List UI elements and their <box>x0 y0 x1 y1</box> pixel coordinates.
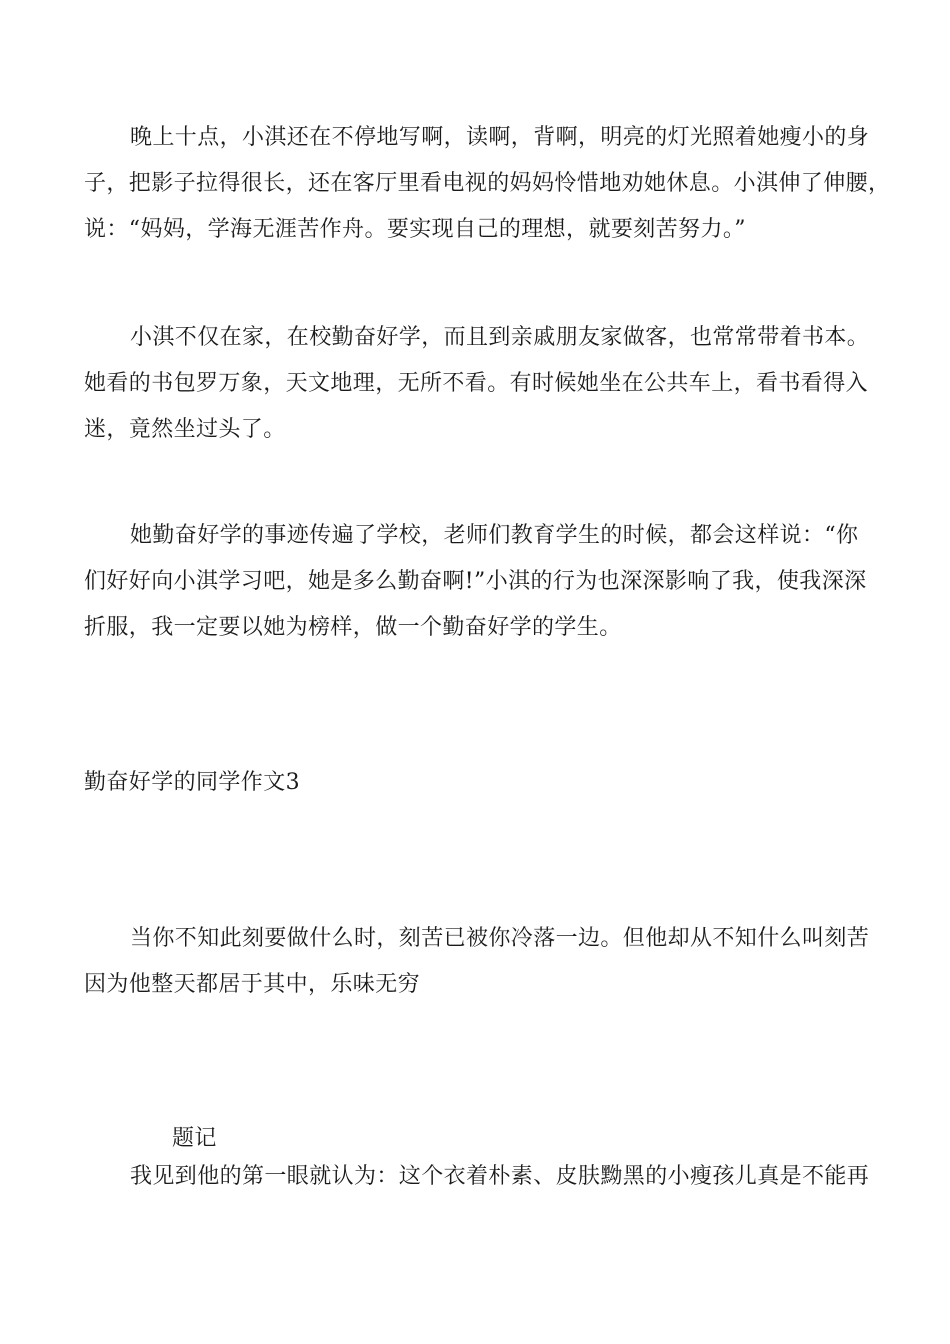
paragraph-line: 子，把影子拉得很长，还在客厅里看电视的妈妈怜惜地劝她休息。小淇伸了伸腰， <box>84 171 891 196</box>
paragraph-4 <box>84 916 879 1008</box>
paragraph-line: 当你不知此刻要做什么时，刻苦已被你冷落一边。但他却从不知什么叫刻苦 <box>130 926 870 951</box>
paragraph-1 <box>84 115 891 253</box>
paragraph-line: 我见到他的第一眼就认为：这个衣着朴素、皮肤黝黑的小瘦孩儿真是不能再 <box>130 1164 870 1189</box>
paragraph-line: 因为他整天都居于其中，乐味无穷 <box>84 972 421 997</box>
section-heading: 勤奋好学的同学作文3 <box>84 770 300 795</box>
paragraph-line: 们好好向小淇学习吧，她是多么勤奋啊!”小淇的行为也深深影响了我，使我深深 <box>84 569 867 594</box>
paragraph-line: 她看的书包罗万象，天文地理，无所不看。有时候她坐在公共车上，看书看得入 <box>84 371 869 396</box>
paragraph-line: 迷，竟然坐过头了。 <box>84 417 286 442</box>
paragraph-2 <box>84 315 879 453</box>
paragraph-line: 折服，我一定要以她为榜样，做一个勤奋好学的学生。 <box>84 615 622 640</box>
paragraph-3 <box>84 513 879 651</box>
paragraph-5 <box>84 1154 879 1200</box>
paragraph-line: 她勤奋好学的事迹传遍了学校，老师们教育学生的时候，都会这样说：“你 <box>130 523 859 548</box>
subheading: 题记 <box>172 1126 217 1151</box>
paragraph-line: 晚上十点，小淇还在不停地写啊，读啊，背啊，明亮的灯光照着她瘦小的身 <box>130 125 870 150</box>
paragraph-line: 小淇不仅在家，在校勤奋好学，而且到亲戚朋友家做客，也常常带着书本。 <box>130 325 870 350</box>
paragraph-line: 说：“妈妈，学海无涯苦作舟。要实现自己的理想，就要刻苦努力。” <box>84 217 746 242</box>
